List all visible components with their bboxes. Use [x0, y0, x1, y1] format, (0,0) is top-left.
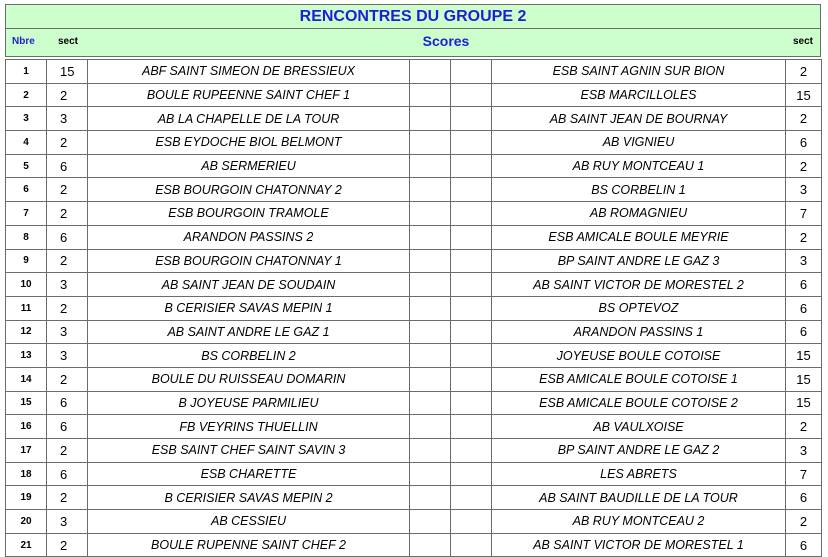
sect-right-cell: 15 — [786, 367, 822, 391]
home-score-cell — [410, 367, 451, 391]
row-number: 15 — [6, 391, 47, 415]
table-row — [6, 344, 822, 368]
sect-right-cell: 15 — [786, 391, 822, 415]
sect-right-cell: 15 — [786, 344, 822, 368]
sect-cell: 2 — [47, 439, 88, 463]
home-score-cell — [410, 273, 451, 297]
away-score-cell — [451, 202, 492, 226]
away-score-cell — [451, 320, 492, 344]
sect-cell: 2 — [47, 296, 88, 320]
row-number: 4 — [6, 131, 47, 155]
home-score-cell — [410, 296, 451, 320]
away-score-cell — [451, 415, 492, 439]
home-team-cell: BOULE RUPENNE SAINT CHEF 2 — [88, 533, 410, 557]
home-team-cell: AB SAINT JEAN DE SOUDAIN — [88, 273, 410, 297]
home-team-cell: BOULE RUPEENNE SAINT CHEF 1 — [88, 83, 410, 107]
row-number: 8 — [6, 225, 47, 249]
away-team-cell: ESB SAINT AGNIN SUR BION — [492, 60, 786, 84]
sect-right-cell: 6 — [786, 486, 822, 510]
away-team-cell: AB ROMAGNIEU — [492, 202, 786, 226]
sect-cell: 2 — [47, 202, 88, 226]
away-team-cell: ESB AMICALE BOULE COTOISE 1 — [492, 367, 786, 391]
table-row — [6, 178, 822, 202]
home-score-cell — [410, 107, 451, 131]
row-number: 21 — [6, 533, 47, 557]
home-team-cell: ESB EYDOCHE BIOL BELMONT — [88, 131, 410, 155]
header-row — [5, 29, 821, 57]
row-number: 14 — [6, 367, 47, 391]
sect-cell: 6 — [47, 415, 88, 439]
away-team-cell: ARANDON PASSINS 1 — [492, 320, 786, 344]
sect-cell: 6 — [47, 225, 88, 249]
table-row — [6, 486, 822, 510]
row-number: 10 — [6, 273, 47, 297]
home-score-cell — [410, 533, 451, 557]
home-score-cell — [410, 510, 451, 534]
sect-cell: 6 — [47, 462, 88, 486]
sect-cell: 2 — [47, 367, 88, 391]
row-number: 5 — [6, 154, 47, 178]
row-number: 2 — [6, 83, 47, 107]
sect-right-cell: 3 — [786, 178, 822, 202]
away-score-cell — [451, 178, 492, 202]
away-score-cell — [451, 131, 492, 155]
away-score-cell — [451, 83, 492, 107]
table-row — [6, 60, 822, 84]
sect-cell: 3 — [47, 320, 88, 344]
home-team-cell: BS CORBELIN 2 — [88, 344, 410, 368]
sect-cell: 2 — [47, 83, 88, 107]
home-team-cell: ESB BOURGOIN CHATONNAY 2 — [88, 178, 410, 202]
table-row — [6, 320, 822, 344]
away-score-cell — [451, 273, 492, 297]
away-team-cell: AB SAINT JEAN DE BOURNAY — [492, 107, 786, 131]
row-number: 13 — [6, 344, 47, 368]
away-team-cell: ESB AMICALE BOULE MEYRIE — [492, 225, 786, 249]
away-score-cell — [451, 391, 492, 415]
table-row — [6, 154, 822, 178]
home-score-cell — [410, 462, 451, 486]
row-number: 9 — [6, 249, 47, 273]
sect-cell: 15 — [47, 60, 88, 84]
away-team-cell: AB SAINT BAUDILLE DE LA TOUR — [492, 486, 786, 510]
column-header-scores: Scores — [422, 33, 470, 49]
sect-right-cell: 2 — [786, 225, 822, 249]
sect-cell: 6 — [47, 391, 88, 415]
table-row — [6, 225, 822, 249]
sect-cell: 3 — [47, 510, 88, 534]
away-team-cell: ESB MARCILLOLES — [492, 83, 786, 107]
home-team-cell: B CERISIER SAVAS MEPIN 2 — [88, 486, 410, 510]
column-header-sect: sect — [58, 36, 79, 47]
away-score-cell — [451, 486, 492, 510]
away-team-cell: AB RUY MONTCEAU 1 — [492, 154, 786, 178]
away-score-cell — [451, 154, 492, 178]
sect-cell: 2 — [47, 178, 88, 202]
table-row — [6, 510, 822, 534]
away-score-cell — [451, 107, 492, 131]
row-number: 7 — [6, 202, 47, 226]
sect-right-cell: 2 — [786, 60, 822, 84]
home-team-cell: BOULE DU RUISSEAU DOMARIN — [88, 367, 410, 391]
home-team-cell: AB LA CHAPELLE DE LA TOUR — [88, 107, 410, 131]
sect-right-cell: 2 — [786, 415, 822, 439]
row-number: 11 — [6, 296, 47, 320]
home-team-cell: ABF SAINT SIMEON DE BRESSIEUX — [88, 60, 410, 84]
row-number: 19 — [6, 486, 47, 510]
away-team-cell: BS CORBELIN 1 — [492, 178, 786, 202]
home-score-cell — [410, 439, 451, 463]
home-team-cell: AB SERMERIEU — [88, 154, 410, 178]
home-score-cell — [410, 320, 451, 344]
sect-right-cell: 6 — [786, 533, 822, 557]
home-score-cell — [410, 249, 451, 273]
row-number: 1 — [6, 60, 47, 84]
away-team-cell: AB RUY MONTCEAU 2 — [492, 510, 786, 534]
row-number: 12 — [6, 320, 47, 344]
sect-right-cell: 6 — [786, 320, 822, 344]
sect-right-cell: 7 — [786, 462, 822, 486]
away-team-cell: AB VIGNIEU — [492, 131, 786, 155]
sect-right-cell: 6 — [786, 131, 822, 155]
home-score-cell — [410, 60, 451, 84]
table-row — [6, 131, 822, 155]
table-row — [6, 107, 822, 131]
away-score-cell — [451, 296, 492, 320]
away-score-cell — [451, 462, 492, 486]
home-score-cell — [410, 344, 451, 368]
away-score-cell — [451, 344, 492, 368]
table-row — [6, 462, 822, 486]
table-row — [6, 83, 822, 107]
away-team-cell: BP SAINT ANDRE LE GAZ 3 — [492, 249, 786, 273]
home-score-cell — [410, 83, 451, 107]
sect-cell: 2 — [47, 533, 88, 557]
away-score-cell — [451, 225, 492, 249]
title-row — [5, 4, 821, 29]
away-team-cell: AB SAINT VICTOR DE MORESTEL 1 — [492, 533, 786, 557]
row-number: 17 — [6, 439, 47, 463]
sect-cell: 3 — [47, 344, 88, 368]
row-number: 6 — [6, 178, 47, 202]
matches-table — [5, 59, 822, 557]
sect-cell: 3 — [47, 273, 88, 297]
home-score-cell — [410, 225, 451, 249]
home-score-cell — [410, 131, 451, 155]
home-team-cell: FB VEYRINS THUELLIN — [88, 415, 410, 439]
sect-right-cell: 2 — [786, 154, 822, 178]
sect-cell: 2 — [47, 131, 88, 155]
away-score-cell — [451, 439, 492, 463]
home-team-cell: B JOYEUSE PARMILIEU — [88, 391, 410, 415]
row-number: 3 — [6, 107, 47, 131]
home-team-cell: ESB CHARETTE — [88, 462, 410, 486]
away-team-cell: ESB AMICALE BOULE COTOISE 2 — [492, 391, 786, 415]
sect-cell: 2 — [47, 486, 88, 510]
home-score-cell — [410, 486, 451, 510]
away-team-cell: AB SAINT VICTOR DE MORESTEL 2 — [492, 273, 786, 297]
table-row — [6, 415, 822, 439]
sect-cell: 3 — [47, 107, 88, 131]
home-score-cell — [410, 202, 451, 226]
sect-right-cell: 6 — [786, 273, 822, 297]
row-number: 16 — [6, 415, 47, 439]
row-number: 18 — [6, 462, 47, 486]
home-team-cell: ESB BOURGOIN TRAMOLE — [88, 202, 410, 226]
away-score-cell — [451, 249, 492, 273]
table-row — [6, 367, 822, 391]
table-row — [6, 296, 822, 320]
away-score-cell — [451, 367, 492, 391]
sect-right-cell: 15 — [786, 83, 822, 107]
home-team-cell: ESB SAINT CHEF SAINT SAVIN 3 — [88, 439, 410, 463]
sect-right-cell: 3 — [786, 439, 822, 463]
home-team-cell: AB SAINT ANDRE LE GAZ 1 — [88, 320, 410, 344]
away-score-cell — [451, 60, 492, 84]
table-row — [6, 439, 822, 463]
sect-right-cell: 6 — [786, 296, 822, 320]
away-team-cell: BS OPTEVOZ — [492, 296, 786, 320]
home-score-cell — [410, 391, 451, 415]
table-row — [6, 391, 822, 415]
table-row — [6, 533, 822, 557]
away-team-cell: AB VAULXOISE — [492, 415, 786, 439]
table-row — [6, 202, 822, 226]
column-header-sect-right: sect — [793, 36, 814, 47]
home-team-cell: B CERISIER SAVAS MEPIN 1 — [88, 296, 410, 320]
row-number: 20 — [6, 510, 47, 534]
home-team-cell: ARANDON PASSINS 2 — [88, 225, 410, 249]
column-header-nbre: Nbre — [12, 36, 35, 47]
home-score-cell — [410, 178, 451, 202]
page-title: RENCONTRES DU GROUPE 2 — [299, 8, 527, 25]
table-row — [6, 273, 822, 297]
sect-right-cell: 3 — [786, 249, 822, 273]
home-team-cell: ESB BOURGOIN CHATONNAY 1 — [88, 249, 410, 273]
away-score-cell — [451, 510, 492, 534]
table-row — [6, 249, 822, 273]
sect-right-cell: 7 — [786, 202, 822, 226]
sect-right-cell: 2 — [786, 510, 822, 534]
home-score-cell — [410, 154, 451, 178]
home-score-cell — [410, 415, 451, 439]
away-team-cell: LES ABRETS — [492, 462, 786, 486]
sect-right-cell: 2 — [786, 107, 822, 131]
away-score-cell — [451, 533, 492, 557]
away-team-cell: JOYEUSE BOULE COTOISE — [492, 344, 786, 368]
sect-cell: 6 — [47, 154, 88, 178]
sect-cell: 2 — [47, 249, 88, 273]
home-team-cell: AB CESSIEU — [88, 510, 410, 534]
away-team-cell: BP SAINT ANDRE LE GAZ 2 — [492, 439, 786, 463]
